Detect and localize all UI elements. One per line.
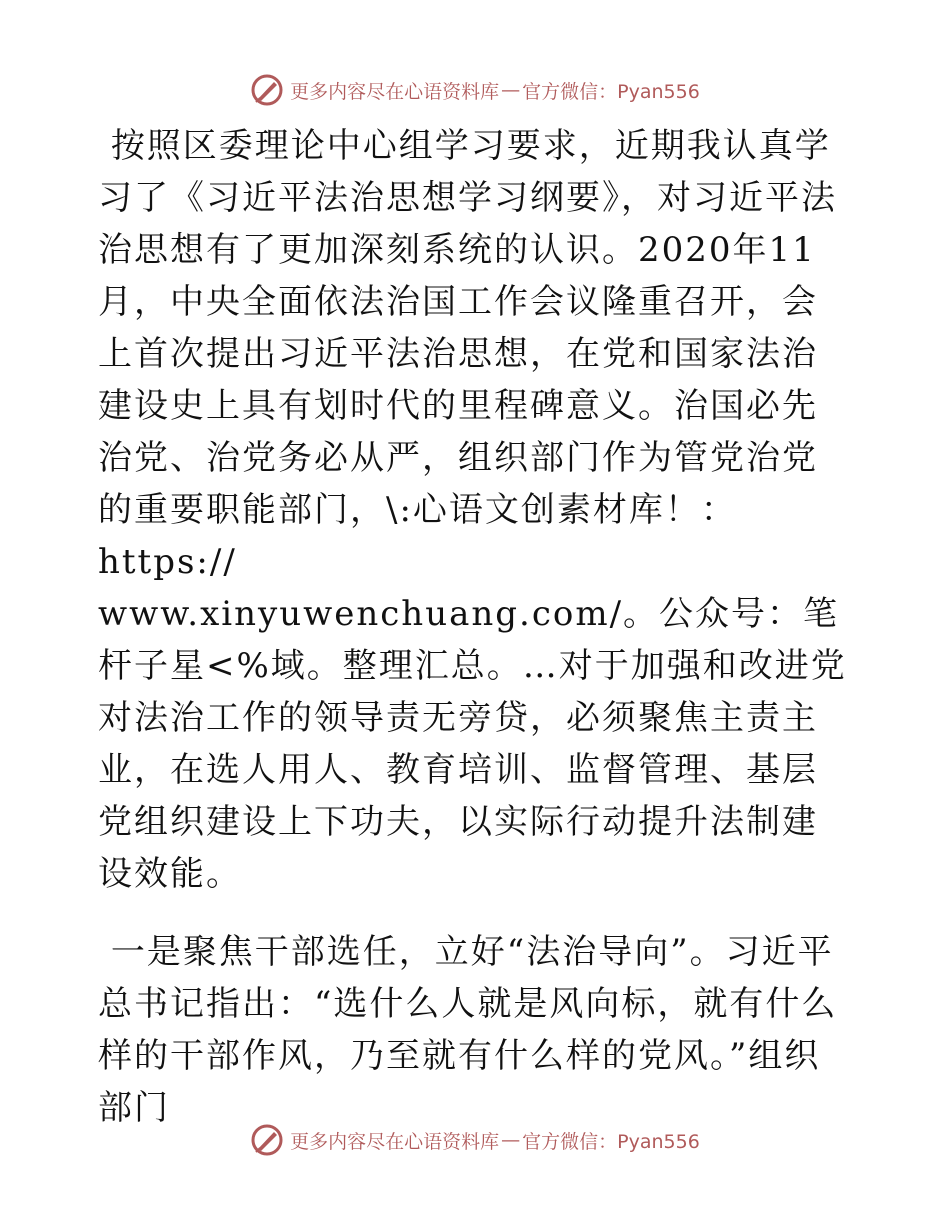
paragraph-2: 一是聚焦干部选任，立好“法治导向”。习近平总书记指出：“选什么人就是风向标，就有什么样的干部作风，乃至就有什么样的党风。”组织部门 [98, 932, 838, 1128]
footer-banner-separator: — [501, 1129, 521, 1151]
footer-banner-wechat: 官方微信：Pyan556 [522, 1130, 700, 1153]
paragraph-1: 按照区委理论中心组学习要求，近期我认真学习了《习近平法治思想学习纲要》，对习近平法治思想有了更加深刻系统的认识。2020年11月，中央全面依法治国工作会议隆重召开，会上首次提出习近平法治思想，在党和国家法治建设史上具有划时代的里程碑意义。治国必先治党、治党务必从严，组织部门作为管党治党的重要职能部门，\:心语文创素材库！：https:// www.xinyuwenchuang.com/。公众号：笔杆子星<%域。整理汇总。…对于加强和改进党对法治工作的领导责无旁贷，必须聚焦主责主业，在选人用人、教育培训、监督管理、基层党组织建设上下功夫，以实际行动提升法制建设效能。 [98, 126, 847, 894]
quill-pen-logo-icon [250, 73, 284, 107]
header-banner [0, 70, 950, 110]
document-body [98, 120, 850, 1134]
footer-banner-text: 更多内容尽在心语资料库 [290, 1130, 500, 1153]
quill-pen-logo-icon [250, 1123, 284, 1157]
banner-text: 更多内容尽在心语资料库 [290, 80, 500, 103]
banner-separator: — [501, 79, 521, 101]
footer-banner [0, 1120, 950, 1160]
banner-wechat: 官方微信：Pyan556 [522, 80, 700, 103]
